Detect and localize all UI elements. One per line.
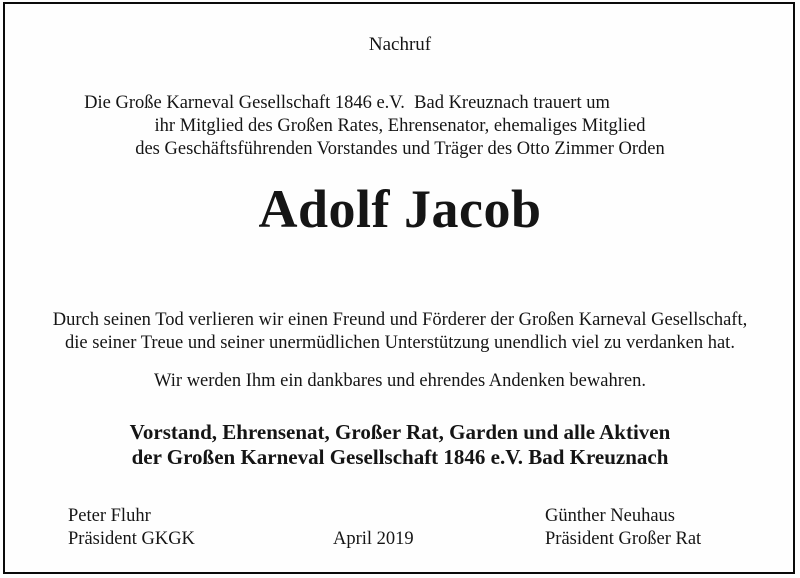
deceased-name: Adolf Jacob	[258, 179, 542, 239]
tribute-line-2: die seiner Treue und seiner unermüdlichen Unterstützung unendlich viel zu verdanken hat.	[65, 333, 735, 353]
remembrance-line: Wir werden Ihm ein dankbares und ehrendes Andenken bewahren.	[154, 371, 646, 391]
intro-paragraph	[0, 92, 800, 161]
tribute-line-1: Durch seinen Tod verlieren wir einen Freund und Förderer der Großen Karneval Gesellschaft,	[52, 310, 748, 330]
signatories-line-1: Vorstand, Ehrensenat, Großer Rat, Garden und alle Aktiven	[129, 420, 671, 444]
signature-right-title: Präsident Großer Rat	[545, 529, 702, 549]
tribute-paragraph	[0, 309, 800, 355]
signature-left	[68, 505, 195, 551]
signatories-organization	[0, 420, 800, 470]
page-border	[3, 2, 795, 574]
intro-line-2: ihr Mitglied des Großen Rates, Ehrensenator, ehemaliges Mitglied	[154, 116, 646, 136]
signature-left-title: Präsident GKGK	[68, 529, 195, 549]
signature-right	[545, 505, 701, 551]
signature-left-name: Peter Fluhr	[68, 506, 151, 526]
notice-date: April 2019	[333, 529, 414, 549]
intro-line-1: Die Große Karneval Gesellschaft 1846 e.V. Bad Kreuznach trauert um	[84, 93, 610, 113]
intro-line-3: des Geschäftsführenden Vorstandes und Träger des Otto Zimmer Orden	[135, 139, 665, 159]
signature-right-name: Günther Neuhaus	[545, 506, 675, 526]
signatories-line-2: der Großen Karneval Gesellschaft 1846 e.V. Bad Kreuznach	[131, 445, 669, 469]
notice-type-heading: Nachruf	[368, 34, 432, 55]
